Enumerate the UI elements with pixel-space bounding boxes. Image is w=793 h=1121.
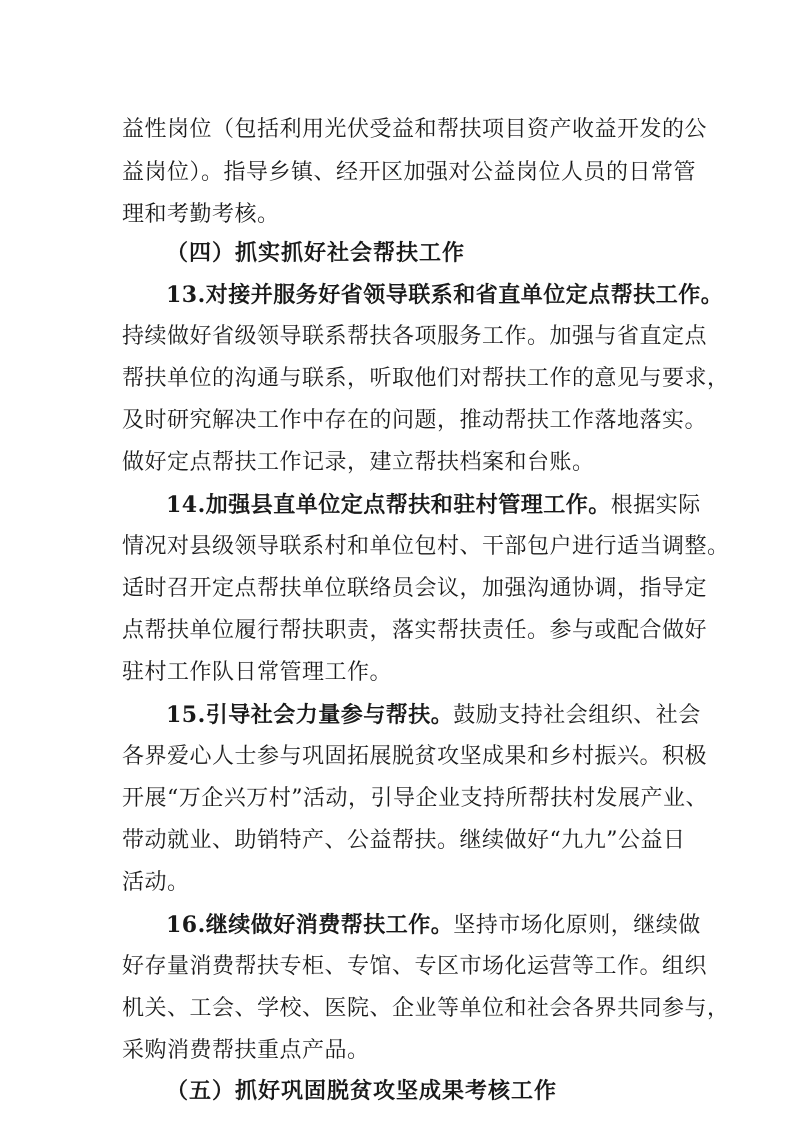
- paragraph-line: 适时召开定点帮扶单位联络员会议，加强沟通协调，指导定: [122, 576, 708, 601]
- item-13-heading: 13.对接并服务好省领导联系和省直单位定点帮扶工作。: [166, 282, 724, 308]
- item-14-heading: 14.加强县直单位定点帮扶和驻村管理工作。: [166, 492, 611, 518]
- paragraph-line: 驻村工作队日常管理工作。: [122, 660, 393, 685]
- paragraph-line: 及时研究解决工作中存在的问题，推动帮扶工作落地落实。: [122, 408, 708, 433]
- paragraph-line: 好存量消费帮扶专柜、专馆、专区市场化运营等工作。组织: [122, 954, 708, 979]
- paragraph-line: 机关、工会、学校、医院、企业等单位和社会各界共同参与，: [122, 996, 730, 1021]
- paragraph-line: 采购消费帮扶重点产品。: [122, 1038, 370, 1063]
- item-15-line: [166, 700, 701, 730]
- item-15-heading: 15.引导社会力量参与帮扶。: [166, 702, 454, 728]
- item-15-text: 鼓励支持社会组织、社会: [453, 703, 701, 728]
- item-16-line: [166, 910, 701, 940]
- paragraph-line: 各界爱心人士参与巩固拓展脱贫攻坚成果和乡村振兴。积极: [122, 744, 708, 769]
- item-14-text: 根据实际: [610, 493, 701, 518]
- section-heading-5: （五）抓好巩固脱贫攻坚成果考核工作: [166, 1078, 558, 1104]
- section-heading-4: （四）抓实抓好社会帮扶工作: [166, 240, 466, 266]
- paragraph-line: 情况对县级领导联系村和单位包村、干部包户进行适当调整。: [122, 534, 730, 559]
- paragraph-line: 理和考勤考核。: [122, 202, 280, 227]
- paragraph-line: 点帮扶单位履行帮扶职责，落实帮扶责任。参与或配合做好: [122, 618, 708, 643]
- paragraph-line: 做好定点帮扶工作记录，建立帮扶档案和台账。: [122, 450, 595, 475]
- paragraph-line: 益性岗位（包括利用光伏受益和帮扶项目资产收益开发的公: [122, 117, 708, 142]
- paragraph-line: 开展“万企兴万村”活动，引导企业支持所帮扶村发展产业、: [122, 786, 708, 811]
- item-16-text: 坚持市场化原则，继续做: [453, 913, 701, 938]
- paragraph-line: 益岗位）。指导乡镇、经开区加强对公益岗位人员的日常管: [122, 160, 697, 185]
- item-16-heading: 16.继续做好消费帮扶工作。: [166, 912, 454, 938]
- paragraph-line: 帮扶单位的沟通与联系，听取他们对帮扶工作的意见与要求，: [122, 366, 730, 391]
- paragraph-line: 带动就业、助销特产、公益帮扶。继续做好“九九”公益日: [122, 828, 686, 853]
- paragraph-line: 持续做好省级领导联系帮扶各项服务工作。加强与省直定点: [122, 324, 708, 349]
- item-14-line: [166, 490, 701, 520]
- paragraph-line: 活动。: [122, 870, 190, 895]
